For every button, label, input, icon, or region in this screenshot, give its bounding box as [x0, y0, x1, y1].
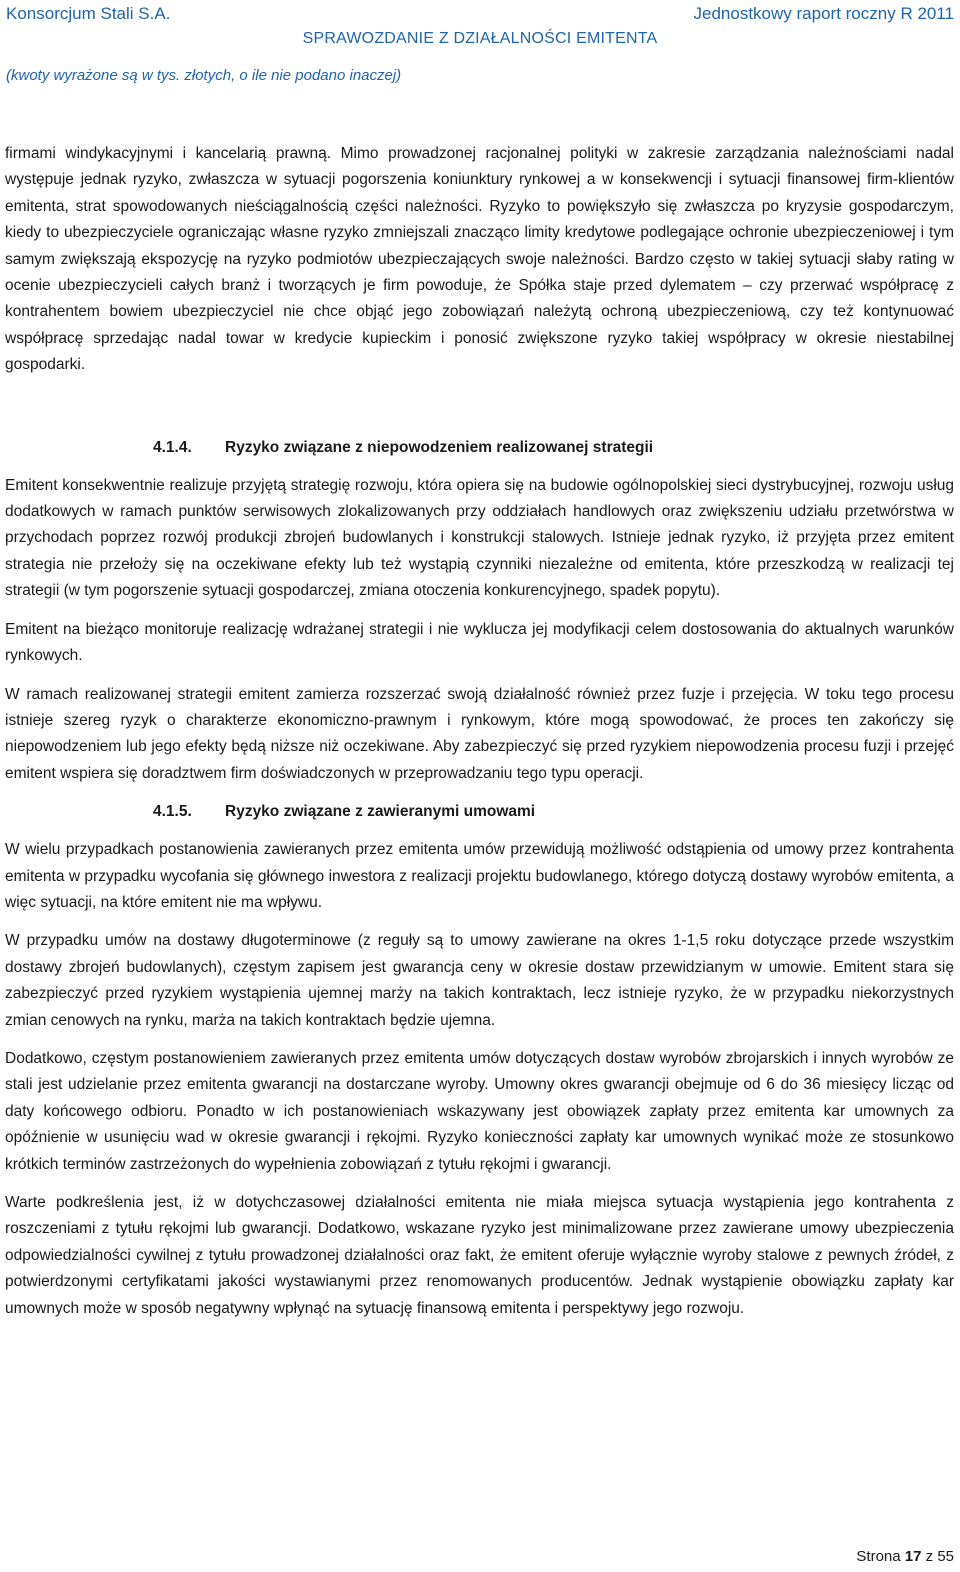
- section-number: 4.1.5.: [153, 803, 192, 821]
- intro-paragraph: firmami windykacyjnymi i kancelarią prawną. Mimo prowadzonej racjonalnej polityki w zakresie zarządzania należnościami nadal występuje jednak ryzyko, zwłaszcza w sytuacji pogorszenia koniunktury rynkowej a w konsekwencji i sytuacji finansowej firm-klientów emitenta, strat spowodowanych nieściągalnością części należności. Ryzyko to powiększyło się zwłaszcza po kryzysie gospodarczym, kiedy to ubezpieczyciele ograniczając własne ryzyko zmniejszali znacząco limity kredytowe podlegające ochronie ubezpieczeniowej i tym samym zwiększają ekspozycję na ryzyko podmiotów ubezpieczających swoje należności. Bardzo często w takiej sytuacji słaby rating w ocenie ubezpieczycieli całych branż i tworzących je firm powoduje, że Spółka staje przed dylematem – czy przerwać współpracę z kontrahentem bowiem ubezpieczyciel nie chce objąć jego zobowiązań należytą ochroną ubezpieczeniową, czy też kontynuować współpracę sprzedając nadal towar w kredycie kupieckim i ponosić zwiększone ryzyko takiej współpracy w okresie niestabilnej gospodarki.: [5, 145, 954, 374]
- paragraph: W przypadku umów na dostawy długoterminowe (z reguły są to umowy zawierane na okres 1-1,5 roku dotyczące przede wszystkim dostawy zbrojeń budowlanych), częstym zapisem jest gwarancja ceny w okresie dostaw przewidzianym w umowie. Emitent stara się zabezpieczyć przed ryzykiem wystąpienia ujemnej marży na takich kontraktach, lecz istnieje ryzyko, że w przypadku niekorzystnych zmian cenowych na rynku, marża na takich kontraktach będzie ujemna.: [5, 932, 954, 1029]
- paragraph: Emitent konsekwentnie realizuje przyjętą strategię rozwoju, która opiera się na budowie ogólnopolskiej sieci dystrybucyjnej, rozwoju usług dodatkowych w ramach punktów serwisowych zlokalizowanych przy oddziałach handlowych oraz zwiększeniu udziału przetwórstwa w przychodach poprzez rozwój produkcji zbrojeń budowlanych i konstrukcji stalowych. Istnieje jednak ryzyko, iż przyjęta przez emitent strategia nie przełoży się na oczekiwane efekty lub też wystąpią czynniki niezależne od emitenta, które przeszkodzą w realizacji tej strategii (w tym pogorszenie sytuacji gospodarczej, zmiana otoczenia konkurencyjnego, spadek popytu).: [5, 476, 954, 600]
- total-pages: 55: [937, 1548, 954, 1565]
- paragraph: W wielu przypadkach postanowienia zawieranych przez emitenta umów przewidują możliwość odstąpienia od umowy przez kontrahenta emitenta w przypadku wycofania się głównego inwestora z realizacji projektu budowlanego, którego dotyczą dostawy wyrobów emitenta, a więc sytuacji, na które emitent nie ma wpływu.: [5, 841, 954, 911]
- paragraph: Emitent na bieżąco monitoruje realizację wdrażanej strategii i nie wyklucza jej modyfikacji celem dostosowania do aktualnych warunków rynkowych.: [5, 620, 954, 665]
- section-heading-text: Ryzyko związane z niepowodzeniem realizowanej strategii: [225, 438, 654, 456]
- currency-note: (kwoty wyrażone są w tys. złotych, o ile nie podano inaczej): [6, 67, 402, 84]
- paragraph: Warte podkreślenia jest, iż w dotychczasowej działalności emitenta nie miała miejsca sytuacja wystąpienia jego kontrahenta z roszczeniami z tytułu rękojmi lub gwarancji. Dodatkowo, wskazane ryzyko jest minimalizowane przez zawierane umowy ubezpieczenia odpowiedzialności cywilnej z tytułu prowadzonej działalności oraz fakt, że emitent oferuje wyłącznie wyroby stalowe z pewnych źródeł, z potwierdzonymi certyfikatami jakości wystawianymi przez renomowanych producentów. Jednak wystąpienie obowiązku zapłaty kar umownych może w sposób negatywny wpłynąć na sytuację finansową emitenta i perspektywy jego rozwoju.: [5, 1194, 954, 1317]
- paragraph: Dodatkowo, częstym postanowieniem zawieranych przez emitenta umów dotyczących dostaw wyrobów zbrojarskich i innych wyrobów ze stali jest udzielanie przez emitenta gwarancji na dostarczane wyroby. Umowny okres gwarancji obejmuje od 6 do 36 miesięcy licząc od daty końcowego odbioru. Ponadto w ich postanowieniach wskazywany jest obowiązek zapłaty przez emitenta kar umownych za opóźnienie w usunięciu wad w okresie gwarancji i rękojmi. Ryzyko konieczności zapłaty kar umownych wynikać może ze stosunkowo krótkich terminów zastrzeżonych do wypełnienia zobowiązań z tytułu rękojmi i gwarancji.: [5, 1049, 954, 1173]
- document-body: [5, 141, 954, 1322]
- page-separator: z: [925, 1548, 934, 1565]
- page-label: Strona: [856, 1548, 901, 1565]
- section-heading-4-1-5: [5, 799, 954, 825]
- section-heading-4-1-4: [5, 435, 954, 461]
- page-number: [856, 1548, 954, 1565]
- current-page: 17: [904, 1548, 922, 1565]
- page-header: [0, 0, 960, 92]
- section-number: 4.1.4.: [153, 438, 192, 456]
- section-title: SPRAWOZDANIE Z DZIAŁALNOŚCI EMITENTA: [302, 30, 658, 47]
- company-name: Konsorcjum Stali S.A.: [6, 4, 171, 23]
- paragraph: W ramach realizowanej strategii emitent zamierza rozszerzać swoją działalność również przez fuzje i przejęcia. W toku tego procesu istnieje szereg ryzyk o charakterze ekonomiczno-prawnym i rynkowym, które mogą spowodować, że proces ten zakończy się niepowodzeniem lub jego efekty będą niższe niż oczekiwane. Aby zabezpieczyć się przed ryzykiem niepowodzenia procesu fuzji i przejęć emitent wspiera się doradztwem firm doświadczonych w przeprowadzaniu tego typu operacji.: [5, 685, 954, 782]
- section-heading-text: Ryzyko związane z zawieranymi umowami: [225, 803, 536, 821]
- report-title: Jednostkowy raport roczny R 2011: [693, 4, 954, 23]
